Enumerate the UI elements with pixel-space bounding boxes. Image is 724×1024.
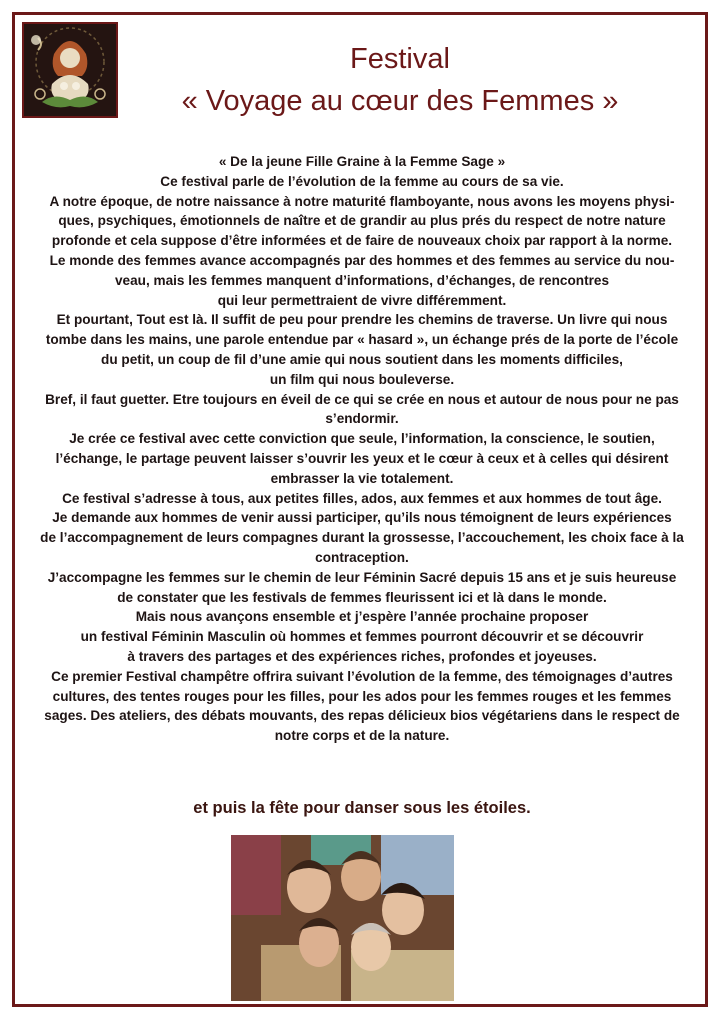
body-line: Je demande aux hommes de venir aussi participer, qu’ils nous témoignent de leurs expériences bbox=[52, 510, 672, 526]
body-line: s’endormir. bbox=[325, 411, 399, 427]
body-line: l’échange, le partage peuvent laisser s’ouvrir les yeux et le cœur à ceux et à celles qui désirent bbox=[55, 450, 669, 466]
closing-line: et puis la fête pour danser sous les étoiles. bbox=[193, 799, 531, 817]
body-line: un film qui nous bouleverse. bbox=[269, 371, 455, 387]
body-line: du petit, un coup de fil d’une amie qui nous soutient dans les moments difficiles, bbox=[101, 351, 623, 367]
page-title bbox=[110, 38, 690, 122]
body-line: Mais nous avançons ensemble et j’espère l’année prochaine proposer bbox=[135, 609, 589, 625]
body-line: qui leur permettraient de vivre différemment. bbox=[217, 292, 507, 308]
body-line: Ce festival parle de l’évolution de la femme au cours de sa vie. bbox=[160, 173, 564, 189]
body-line: profonde et cela suppose d’être informées et de faire de nouveaux choix par rapport à la norme. bbox=[51, 233, 673, 249]
body-line: contraception. bbox=[315, 549, 409, 565]
body-line: J’accompagne les femmes sur le chemin de leur Féminin Sacré depuis 15 ans et je suis heureuse bbox=[47, 569, 677, 585]
body-line: Et pourtant, Tout est là. Il suffit de peu pour prendre les chemins de traverse. Un livre qui nous bbox=[56, 312, 668, 328]
body-line: Bref, il faut guetter. Etre toujours en éveil de ce qui se crée en nous et autour de nous pour ne pas bbox=[45, 391, 679, 407]
group-of-women-photo-icon bbox=[231, 835, 454, 1001]
body-line: un festival Féminin Masculin où hommes et femmes pourront découvrir et se découvrir bbox=[80, 629, 644, 645]
body-line: notre corps et de la nature. bbox=[274, 728, 450, 744]
body-line: Le monde des femmes avance accompagnés par des hommes et des femmes au service du nou- bbox=[49, 252, 675, 268]
body-line: embrasser la vie totalement. bbox=[270, 470, 454, 486]
woman-meditation-illustration-icon bbox=[22, 22, 118, 118]
festival-description bbox=[22, 152, 702, 746]
title-line-festival: Festival bbox=[350, 43, 450, 75]
body-line: Je crée ce festival avec cette conviction que seule, l’information, la conscience, le soutien, bbox=[69, 431, 655, 447]
body-line: à travers des partages et des expériences riches, profondes et joyeuses. bbox=[127, 648, 597, 664]
body-line: Ce premier Festival champêtre offrira suivant l’évolution de la femme, des témoignages d’autres bbox=[51, 668, 673, 684]
body-line: tombe dans les mains, une parole entendue par « hasard », un échange prés de la porte de l’école bbox=[45, 332, 679, 348]
body-line: de constater que les festivals de femmes fleurissent ici et là dans le monde. bbox=[117, 589, 607, 605]
body-line: sages. Des ateliers, des débats mouvants, des repas délicieux bios végétariens dans le respect de bbox=[44, 708, 680, 724]
title-line-voyage: « Voyage au cœur des Femmes » bbox=[181, 85, 619, 117]
body-line: A notre époque, de notre naissance à notre maturité flamboyante, nous avons les moyens physi- bbox=[49, 193, 675, 209]
body-line: veau, mais les femmes manquent d’informations, d’échanges, de rencontres bbox=[114, 272, 610, 288]
body-line: cultures, des tentes rouges pour les filles, pour les ados pour les femmes rouges et les femmes bbox=[52, 688, 672, 704]
body-line: Ce festival s’adresse à tous, aux petites filles, ados, aux femmes et aux hommes de tout âge. bbox=[62, 490, 662, 506]
body-line: ques, psychiques, émotionnels de naître et de grandir au plus prés du respect de notre nature bbox=[58, 213, 666, 229]
body-line: de l’accompagnement de leurs compagnes durant la grossesse, l’accouchement, les choix face à la bbox=[40, 530, 684, 546]
body-line: « De la jeune Fille Graine à la Femme Sage » bbox=[218, 154, 506, 169]
